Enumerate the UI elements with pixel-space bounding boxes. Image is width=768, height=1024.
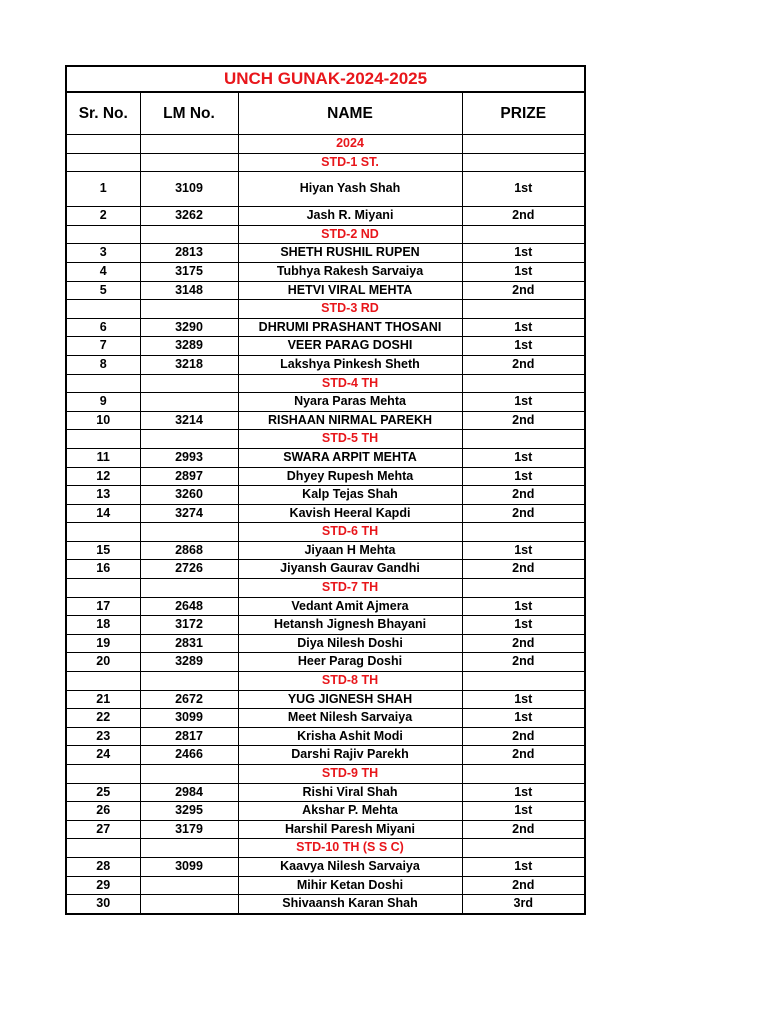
prize-cell: 1st <box>462 318 585 337</box>
empty-cell <box>462 672 585 691</box>
name-cell: Nyara Paras Mehta <box>238 393 462 412</box>
section-label: STD-6 TH <box>238 523 462 542</box>
lm-no-cell: 3179 <box>140 820 238 839</box>
sr-no-cell: 26 <box>66 802 140 821</box>
prize-cell: 1st <box>462 172 585 207</box>
prize-cell: 1st <box>462 541 585 560</box>
table-row <box>66 746 585 765</box>
table-row <box>66 172 585 207</box>
empty-cell <box>66 153 140 172</box>
header-sr-no: Sr. No. <box>66 92 140 135</box>
prize-cell: 1st <box>462 857 585 876</box>
table-row <box>66 411 585 430</box>
prize-cell: 2nd <box>462 411 585 430</box>
lm-no-cell: 3289 <box>140 653 238 672</box>
lm-no-cell: 3218 <box>140 355 238 374</box>
prize-cell: 1st <box>462 337 585 356</box>
sr-no-cell: 13 <box>66 486 140 505</box>
table-row <box>66 709 585 728</box>
section-row <box>66 430 585 449</box>
name-cell: Hiyan Yash Shah <box>238 172 462 207</box>
table-row <box>66 560 585 579</box>
section-label: STD-7 TH <box>238 579 462 598</box>
section-label: 2024 <box>238 135 462 154</box>
empty-cell <box>462 225 585 244</box>
lm-no-cell: 3289 <box>140 337 238 356</box>
sr-no-cell: 24 <box>66 746 140 765</box>
sheet-title: UNCH GUNAK-2024-2025 <box>66 66 585 92</box>
lm-no-cell: 3175 <box>140 262 238 281</box>
sr-no-cell: 20 <box>66 653 140 672</box>
empty-cell <box>140 523 238 542</box>
table-row <box>66 634 585 653</box>
section-row <box>66 579 585 598</box>
prize-cell: 2nd <box>462 634 585 653</box>
table-row <box>66 616 585 635</box>
lm-no-cell: 2897 <box>140 467 238 486</box>
name-cell: Tubhya Rakesh Sarvaiya <box>238 262 462 281</box>
empty-cell <box>462 839 585 858</box>
empty-cell <box>140 225 238 244</box>
empty-cell <box>140 153 238 172</box>
lm-no-cell <box>140 393 238 412</box>
prize-cell: 2nd <box>462 746 585 765</box>
table-row <box>66 504 585 523</box>
name-cell: DHRUMI PRASHANT THOSANI <box>238 318 462 337</box>
prize-cell: 1st <box>462 690 585 709</box>
name-cell: Kalp Tejas Shah <box>238 486 462 505</box>
lm-no-cell: 2868 <box>140 541 238 560</box>
sr-no-cell: 17 <box>66 597 140 616</box>
name-cell: Meet Nilesh Sarvaiya <box>238 709 462 728</box>
lm-no-cell: 2831 <box>140 634 238 653</box>
empty-cell <box>66 135 140 154</box>
sr-no-cell: 10 <box>66 411 140 430</box>
lm-no-cell: 2648 <box>140 597 238 616</box>
sr-no-cell: 8 <box>66 355 140 374</box>
empty-cell <box>140 135 238 154</box>
lm-no-cell: 2726 <box>140 560 238 579</box>
table-row <box>66 857 585 876</box>
empty-cell <box>66 523 140 542</box>
empty-cell <box>462 300 585 319</box>
table-row <box>66 486 585 505</box>
sr-no-cell: 23 <box>66 727 140 746</box>
table-row <box>66 448 585 467</box>
sr-no-cell: 30 <box>66 895 140 914</box>
prize-cell: 1st <box>462 467 585 486</box>
name-cell: Kavish Heeral Kapdi <box>238 504 462 523</box>
prize-cell: 1st <box>462 244 585 263</box>
name-cell: Dhyey Rupesh Mehta <box>238 467 462 486</box>
sr-no-cell: 4 <box>66 262 140 281</box>
prize-cell: 1st <box>462 616 585 635</box>
sr-no-cell: 18 <box>66 616 140 635</box>
table-body <box>66 135 585 914</box>
section-label: STD-2 ND <box>238 225 462 244</box>
sr-no-cell: 3 <box>66 244 140 263</box>
table-row <box>66 355 585 374</box>
sr-no-cell: 15 <box>66 541 140 560</box>
empty-cell <box>66 430 140 449</box>
lm-no-cell: 3260 <box>140 486 238 505</box>
lm-no-cell: 3172 <box>140 616 238 635</box>
name-cell: Shivaansh Karan Shah <box>238 895 462 914</box>
table-row <box>66 895 585 914</box>
name-cell: SHETH RUSHIL RUPEN <box>238 244 462 263</box>
prize-cell: 2nd <box>462 560 585 579</box>
empty-cell <box>140 839 238 858</box>
sr-no-cell: 11 <box>66 448 140 467</box>
empty-cell <box>140 300 238 319</box>
table-row <box>66 690 585 709</box>
table-row <box>66 337 585 356</box>
empty-cell <box>66 579 140 598</box>
sr-no-cell: 25 <box>66 783 140 802</box>
header-prize: PRIZE <box>462 92 585 135</box>
sr-no-cell: 6 <box>66 318 140 337</box>
empty-cell <box>140 374 238 393</box>
prize-cell: 1st <box>462 709 585 728</box>
section-row <box>66 225 585 244</box>
empty-cell <box>66 765 140 784</box>
name-cell: Rishi Viral Shah <box>238 783 462 802</box>
table-row <box>66 467 585 486</box>
lm-no-cell: 3290 <box>140 318 238 337</box>
prize-cell: 1st <box>462 393 585 412</box>
sr-no-cell: 16 <box>66 560 140 579</box>
empty-cell <box>66 225 140 244</box>
table-row <box>66 393 585 412</box>
lm-no-cell: 2672 <box>140 690 238 709</box>
prize-cell: 2nd <box>462 820 585 839</box>
name-cell: VEER PARAG DOSHI <box>238 337 462 356</box>
prize-cell: 1st <box>462 448 585 467</box>
name-cell: Harshil Paresh Miyani <box>238 820 462 839</box>
section-label: STD-8 TH <box>238 672 462 691</box>
name-cell: Krisha Ashit Modi <box>238 727 462 746</box>
prize-cell: 2nd <box>462 876 585 895</box>
sr-no-cell: 5 <box>66 281 140 300</box>
prize-cell: 1st <box>462 597 585 616</box>
prize-cell: 1st <box>462 262 585 281</box>
empty-cell <box>462 135 585 154</box>
prize-cell: 2nd <box>462 653 585 672</box>
table-row <box>66 653 585 672</box>
sr-no-cell: 21 <box>66 690 140 709</box>
prize-cell: 2nd <box>462 355 585 374</box>
section-label: STD-4 TH <box>238 374 462 393</box>
table-row <box>66 207 585 226</box>
sr-no-cell: 12 <box>66 467 140 486</box>
empty-cell <box>462 765 585 784</box>
sr-no-cell: 29 <box>66 876 140 895</box>
name-cell: SWARA ARPIT MEHTA <box>238 448 462 467</box>
sr-no-cell: 14 <box>66 504 140 523</box>
empty-cell <box>462 579 585 598</box>
name-cell: Jash R. Miyani <box>238 207 462 226</box>
empty-cell <box>66 374 140 393</box>
name-cell: Jiyansh Gaurav Gandhi <box>238 560 462 579</box>
lm-no-cell: 2993 <box>140 448 238 467</box>
lm-no-cell: 2813 <box>140 244 238 263</box>
empty-cell <box>66 672 140 691</box>
name-cell: Heer Parag Doshi <box>238 653 462 672</box>
sr-no-cell: 27 <box>66 820 140 839</box>
section-row <box>66 839 585 858</box>
section-row <box>66 672 585 691</box>
name-cell: Kaavya Nilesh Sarvaiya <box>238 857 462 876</box>
lm-no-cell: 3262 <box>140 207 238 226</box>
table-row <box>66 876 585 895</box>
sr-no-cell: 28 <box>66 857 140 876</box>
name-cell: Mihir Ketan Doshi <box>238 876 462 895</box>
name-cell: Vedant Amit Ajmera <box>238 597 462 616</box>
lm-no-cell: 3109 <box>140 172 238 207</box>
header-lm-no: LM No. <box>140 92 238 135</box>
sr-no-cell: 9 <box>66 393 140 412</box>
prize-cell: 3rd <box>462 895 585 914</box>
empty-cell <box>140 579 238 598</box>
section-label: STD-10 TH (S S C) <box>238 839 462 858</box>
name-cell: Diya Nilesh Doshi <box>238 634 462 653</box>
sr-no-cell: 19 <box>66 634 140 653</box>
empty-cell <box>140 430 238 449</box>
empty-cell <box>462 430 585 449</box>
empty-cell <box>140 672 238 691</box>
prize-cell: 2nd <box>462 281 585 300</box>
section-label: STD-3 RD <box>238 300 462 319</box>
table-row <box>66 597 585 616</box>
empty-cell <box>462 374 585 393</box>
section-label: STD-1 ST. <box>238 153 462 172</box>
section-row <box>66 153 585 172</box>
prize-cell: 2nd <box>462 207 585 226</box>
prize-cell: 1st <box>462 783 585 802</box>
name-cell: Darshi Rajiv Parekh <box>238 746 462 765</box>
section-row <box>66 523 585 542</box>
name-cell: Jiyaan H Mehta <box>238 541 462 560</box>
table-row <box>66 820 585 839</box>
sr-no-cell: 2 <box>66 207 140 226</box>
name-cell: Lakshya Pinkesh Sheth <box>238 355 462 374</box>
sr-no-cell: 1 <box>66 172 140 207</box>
header-name: NAME <box>238 92 462 135</box>
table-row <box>66 281 585 300</box>
lm-no-cell: 3295 <box>140 802 238 821</box>
prize-cell: 2nd <box>462 727 585 746</box>
prize-cell: 2nd <box>462 486 585 505</box>
section-row <box>66 374 585 393</box>
empty-cell <box>66 300 140 319</box>
table-row <box>66 541 585 560</box>
section-row <box>66 765 585 784</box>
table-row <box>66 318 585 337</box>
name-cell: Hetansh Jignesh Bhayani <box>238 616 462 635</box>
lm-no-cell: 3214 <box>140 411 238 430</box>
table-row <box>66 244 585 263</box>
section-row <box>66 300 585 319</box>
lm-no-cell <box>140 895 238 914</box>
empty-cell <box>66 839 140 858</box>
table-row <box>66 783 585 802</box>
name-cell: RISHAAN NIRMAL PAREKH <box>238 411 462 430</box>
empty-cell <box>462 523 585 542</box>
prize-table <box>65 65 586 915</box>
name-cell: Akshar P. Mehta <box>238 802 462 821</box>
table-row <box>66 727 585 746</box>
sr-no-cell: 22 <box>66 709 140 728</box>
lm-no-cell: 2466 <box>140 746 238 765</box>
name-cell: HETVI VIRAL MEHTA <box>238 281 462 300</box>
sr-no-cell: 7 <box>66 337 140 356</box>
lm-no-cell: 2817 <box>140 727 238 746</box>
prize-cell: 2nd <box>462 504 585 523</box>
lm-no-cell: 3099 <box>140 857 238 876</box>
lm-no-cell <box>140 876 238 895</box>
lm-no-cell: 2984 <box>140 783 238 802</box>
lm-no-cell: 3274 <box>140 504 238 523</box>
name-cell: YUG JIGNESH SHAH <box>238 690 462 709</box>
empty-cell <box>462 153 585 172</box>
lm-no-cell: 3148 <box>140 281 238 300</box>
lm-no-cell: 3099 <box>140 709 238 728</box>
section-row <box>66 135 585 154</box>
empty-cell <box>140 765 238 784</box>
table-row <box>66 802 585 821</box>
prize-cell: 1st <box>462 802 585 821</box>
table-row <box>66 262 585 281</box>
section-label: STD-5 TH <box>238 430 462 449</box>
section-label: STD-9 TH <box>238 765 462 784</box>
